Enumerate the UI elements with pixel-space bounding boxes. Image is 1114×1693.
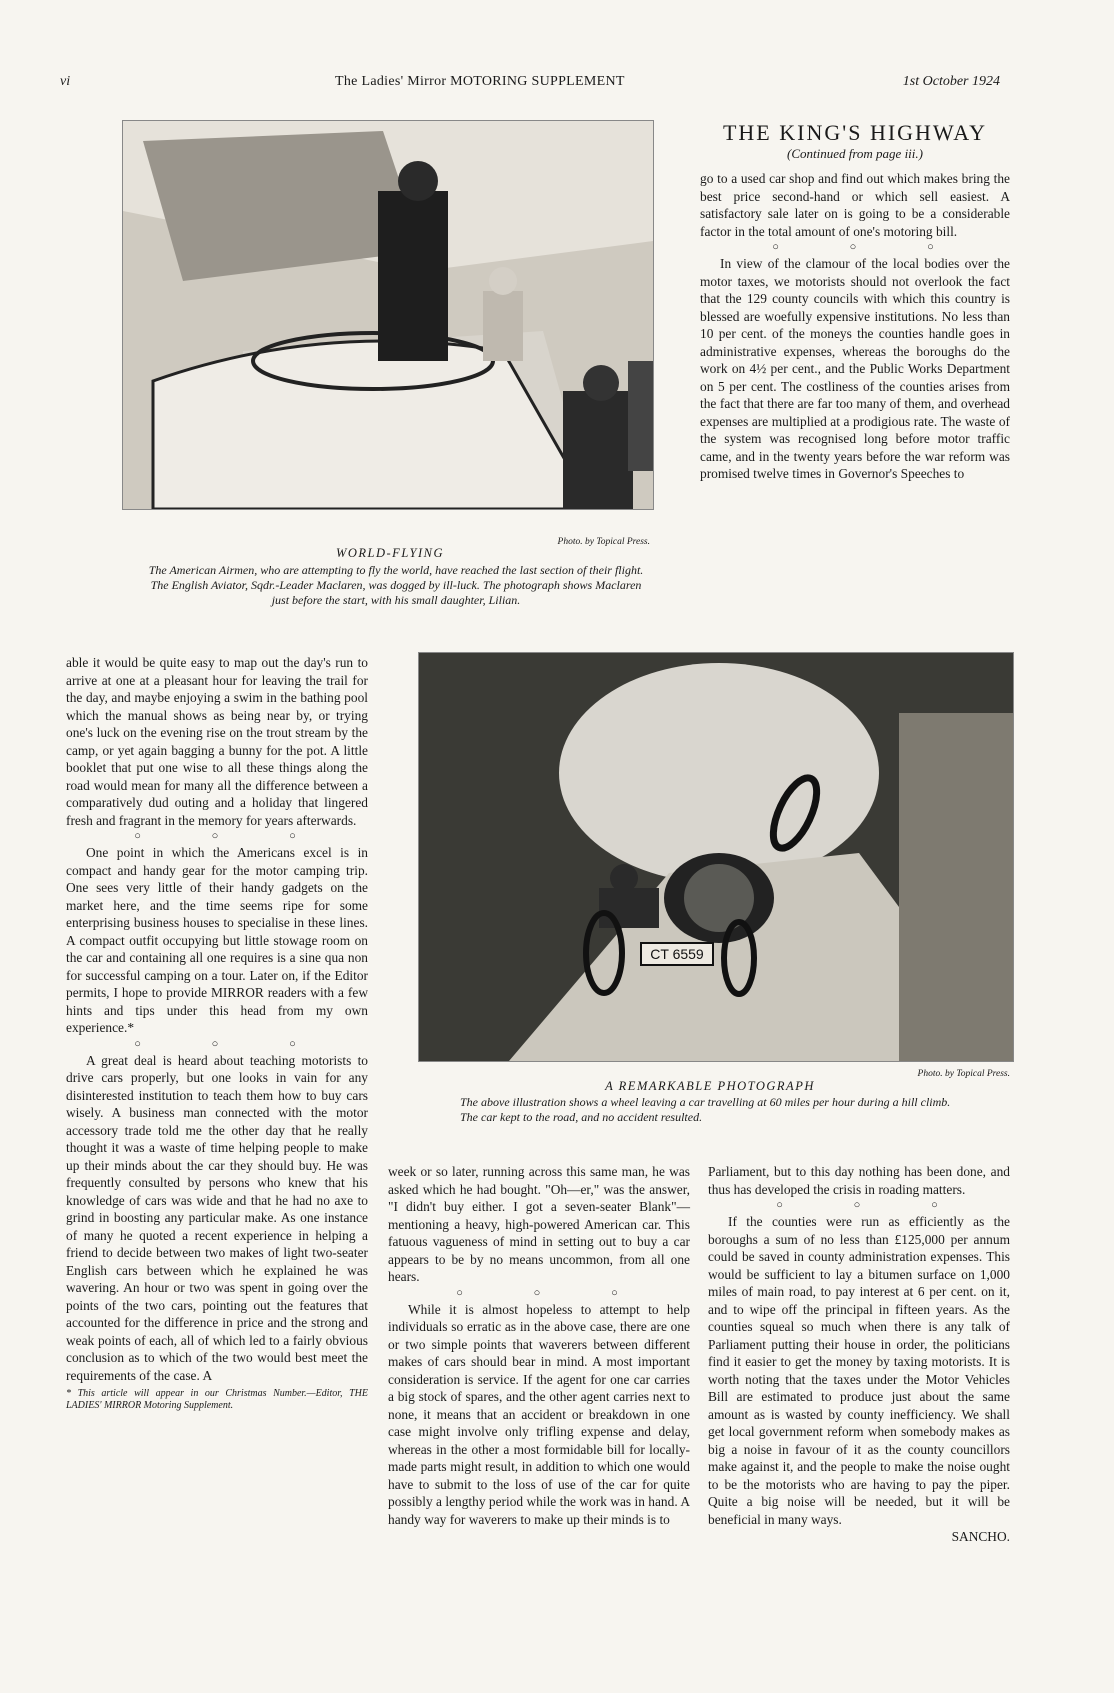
left-column bbox=[66, 654, 368, 1412]
world-flying-photo bbox=[122, 120, 654, 510]
middle-column bbox=[388, 1163, 690, 1528]
photo1-caption: The American Airmen, who are attempting to fly the world, have reached the last section of their flight. The English Aviator, Sqdr.-Leader Maclaren, was dogged by ill-luck. The photograph shows Maclaren just before the start, with his small daughter, Lilian. bbox=[148, 563, 644, 607]
section-title: THE KING'S HIGHWAY bbox=[722, 120, 988, 145]
paragraph: able it would be quite easy to map out the day's run to arrive at one at a pleasant hour for leaving the trail for the day, and maybe enjoying a swim in the bathing pool which the manual shows as being near by, or trying one's luck on the evening rise on the trout stream by the camp, or yet again bagging a bunny for the pot. A little booklet that put one wise to all these things along the road would mean for many all the difference between a comparatively dud outing and a holiday that lingered fresh and fragrant in the memory for years afterwards. bbox=[66, 655, 368, 828]
footnote: * This article will appear in our Christmas Number.—Editor, THE LADIES' MIRROR Motoring Supplement. bbox=[66, 1388, 368, 1411]
paragraph: While it is almost hopeless to attempt to help individuals so erratic as in the above case, there are one or two simple points that waverers between different makes of cars should bear in mind. A most important consideration is service. If the agent for one car carries a big stock of spares, and the other agent carries next to none, it means that an accident or breakdown in one case might involve only trifling expense and delay, whereas in the other a most formidable bill for locally-made parts might result, in addition to which one would have to submit to the loss of use of the car for quite possibly a lengthy period while the work was in hand. A handy way for waverers to make up their minds is to bbox=[388, 1301, 690, 1527]
ornament-divider: ○ ○ ○ bbox=[134, 830, 330, 842]
paragraph: One point in which the Americans excel is in compact and handy gear for the motor camping trip. One sees very little of their handy gadgets on the market here, and the time seems ripe for some enterprising business houses to specialise in these lines. A compact outfit occupying but little stowage room on the car and containing all one requires is a sine qua non for successful camping on a tour. Later on, if the Editor permits, I hope to provide MIRROR readers with a few hints and tips under this head from my own experience.* bbox=[66, 845, 368, 1035]
photo1-title: WORLD-FLYING bbox=[335, 546, 445, 560]
author-signature: SANCHO. bbox=[951, 1529, 1010, 1544]
photo2-credit: Photo. by Topical Press. bbox=[917, 1069, 1010, 1079]
page-number: vi bbox=[60, 74, 71, 89]
ornament-divider: ○ ○ ○ bbox=[456, 1286, 652, 1299]
photo2-caption: The above illustration shows a wheel leaving a car travelling at 60 miles per hour during a hill climb. The car kept to the road, and no accident resulted. bbox=[460, 1095, 951, 1124]
kings-highway-section bbox=[700, 120, 1010, 483]
paragraph: go to a used car shop and find out which makes bring the best price second-hand or which sell easiest. A satisfactory sale later on is going to be a considerable factor in the total amount of one's motoring bill. bbox=[700, 171, 1010, 239]
racing-car-photo bbox=[418, 652, 1014, 1062]
photo2-title: A REMARKABLE PHOTOGRAPH bbox=[605, 1079, 815, 1093]
world-flying-illustration bbox=[123, 121, 653, 509]
paragraph: In view of the clamour of the local bodies over the motor taxes, we motorists should not overlook the fact that the 129 county councils with which this country is blessed are woefully expensive institutions. No less than 10 per cent. of the moneys the counties handle goes in administrative expenses, whereas the boroughs do the work on 4½ per cent., and the Public Works Department on 5 per cent. The costliness of the counties arises from the fact that there are far too many of them, and overhead expenses are multiplied at a prodigious rate. The waste of the system was recognised long before motor traffic came, and in the twenty years before the war reform was promised twelve times in Governor's Speeches to bbox=[700, 256, 1010, 481]
ornament-divider: ○ ○ ○ bbox=[772, 241, 968, 253]
section-subtitle: (Continued from page iii.) bbox=[786, 146, 923, 161]
paragraph: Parliament, but to this day nothing has been done, and thus has developed the crisis in roading matters. bbox=[708, 1164, 1010, 1197]
paragraph: If the counties were run as efficiently as the boroughs a sum of no less than £125,000 per annum could be saved in county administration expenses. This would be sufficient to lay a bitumen surface on 1,000 miles of main road, to pay interest at 6 per cent. on it, and to wipe off the principal in fifteen years. As the counties squeal so much when there is any talk of Parliament putting their house in order, the politicians find it easier to get the money by taxing motorists. It is worth noting that the taxes under the Motor Vehicles Bill are estimated to produce just about the same amount as is wasted by county inefficiency. We shall get local government reform when somebody makes as big a noise in favour of it as the county councillors make against it, and the people to make the noise ought to be the motorists who are having to pay the piper. Quite a big noise will be needed, but it will be beneficial in many ways. bbox=[708, 1214, 1010, 1527]
car-number-plate: CT 6559 bbox=[650, 946, 704, 962]
paragraph: A great deal is heard about teaching motorists to drive cars properly, but one looks in vain for any disinterested institution to teach them how to buy cars wisely. A business man connected with the motor accessory trade told me the other day that he really thought it was a waste of time helping people to make up their minds about the car they should buy. He was frequently consulted by persons who knew that his knowledge of cars was wide and that he had no axe to grind in boosting any particular make. As one instance of many he quoted a recent experience in helping a friend to decide between two makes of light two-seater English cars between which he explained he was wavering. An hour or two was spent in going over the points of the two cars, pointing out the features that accounted for the difference in price and the strong and weak points of each, all of which led to a fairly obvious conclusion as to which of the two would best meet the requirements of the case. A bbox=[66, 1052, 368, 1383]
racing-car-illustration bbox=[419, 653, 1013, 1061]
ornament-divider: ○ ○ ○ bbox=[134, 1037, 330, 1050]
paragraph: week or so later, running across this same man, he was asked which he had bought. "Oh—er," was the answer, "I didn't buy either. I got a seven-seater Blank"—mentioning a heavy, high-powered American car. This fatuous vagueness of mind in setting out to buy a car appears to be by no means uncommon, from all one hears. bbox=[388, 1164, 690, 1284]
right-column bbox=[708, 1163, 1010, 1546]
issue-date: 1st October 1924 bbox=[902, 74, 1000, 89]
photo1-credit: Photo. by Topical Press. bbox=[557, 537, 650, 547]
ornament-divider: ○ ○ ○ bbox=[776, 1199, 972, 1211]
publication-title: The Ladies' Mirror MOTORING SUPPLEMENT bbox=[335, 74, 625, 89]
running-header bbox=[60, 74, 1000, 94]
